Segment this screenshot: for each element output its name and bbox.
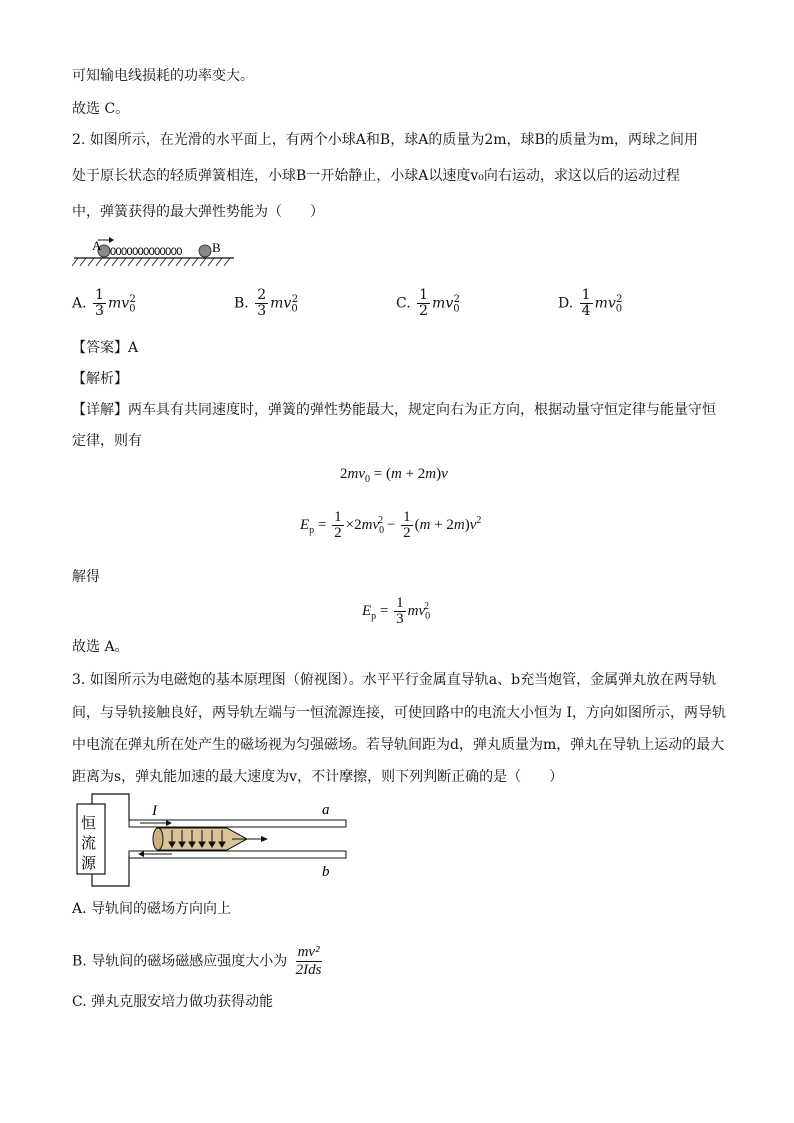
text-line: 解得 bbox=[72, 569, 100, 585]
railgun-figure bbox=[72, 792, 362, 888]
detail-line-2: 定律，则有 bbox=[72, 433, 142, 449]
equation-energy: $E_p$ = $\frac{1}{2}$ $\times 2mv_0^2$ − $\frac{1}{2}$ $(m + 2m)v^2$ bbox=[300, 509, 482, 541]
rail-a-label: a bbox=[322, 802, 330, 818]
option-c[interactable]: C. $\frac{1}{2}$ $mv_0^2$ bbox=[396, 287, 460, 319]
ball-b-label: B bbox=[212, 240, 221, 255]
question-3-line-3: 中电流在弹丸所在处产生的磁场视为匀强磁场。若导轨间距为d，弹丸质量为m，弹丸在导轨上运动的最大 bbox=[72, 737, 725, 753]
spring-balls-figure bbox=[72, 234, 242, 268]
text-line: 可知输电线损耗的功率变大。 bbox=[72, 68, 254, 84]
option-d[interactable]: D. $\frac{1}{4}$ $mv_0^2$ bbox=[558, 287, 623, 319]
option-b[interactable]: B. $\frac{2}{3}$ $mv_0^2$ bbox=[234, 287, 299, 319]
answer: 【答案】A bbox=[72, 340, 139, 356]
question-2-line-1: 2. 如图所示，在光滑的水平面上，有两个小球A和B，球A的质量为2m，球B的质量为m，两球之间用 bbox=[72, 132, 699, 148]
detail-line-1: 【详解】两车具有共同速度时，弹簧的弹性势能最大，规定向右为正方向，根据动量守恒定律与能量守恒 bbox=[72, 402, 716, 418]
ball-a-label: A bbox=[92, 238, 102, 253]
source-char: 源 bbox=[81, 854, 97, 872]
analysis-heading: 【解析】 bbox=[72, 371, 128, 387]
option-c[interactable]: C. 弹丸克服安培力做功获得动能 bbox=[72, 994, 274, 1010]
spring: 0000000000000 bbox=[110, 246, 182, 258]
equation-momentum: $2mv_0 = (m + 2m)v$ bbox=[340, 466, 448, 485]
option-a[interactable]: A. $\frac{1}{3}$ $mv_0^2$ bbox=[72, 287, 136, 319]
text-line: 故选 A。 bbox=[72, 639, 129, 655]
source-char: 流 bbox=[81, 834, 97, 852]
question-3-line-4: 距离为s，弹丸能加速的最大速度为v，不计摩擦，则下列判断正确的是（ ） bbox=[72, 769, 564, 785]
question-2-line-3: 中，弹簧获得的最大弹性势能为（ ） bbox=[72, 204, 324, 220]
text-line: 故选 C。 bbox=[72, 101, 130, 117]
question-3-line-1: 3. 如图所示为电磁炮的基本原理图（俯视图）。水平平行金属直导轨a、b充当炮管，金属弹丸放在两导轨 bbox=[72, 672, 717, 688]
option-a[interactable]: A. 导轨间的磁场方向向上 bbox=[72, 901, 232, 917]
source-char: 恒 bbox=[81, 814, 97, 832]
option-b[interactable]: B. 导轨间的磁场磁感应强度大小为 $\frac{\text{mv²}}{\text{2Ids}}$ bbox=[72, 944, 322, 978]
question-2-line-2: 处于原长状态的轻质弹簧相连，小球B一开始静止，小球A以速度v₀向右运动，求这以后的运动过程 bbox=[72, 168, 680, 184]
rail-b-label: b bbox=[322, 864, 330, 880]
question-3-line-2: 间，与导轨接触良好，两导轨左端与一恒流源连接，可使回路中的电流大小恒为 I，方向如图所示，两导轨 bbox=[72, 705, 726, 721]
equation-result: $E_p$ = $\frac{1}{3}$ $mv_0^2$ bbox=[362, 595, 431, 627]
current-label: I bbox=[152, 803, 157, 819]
